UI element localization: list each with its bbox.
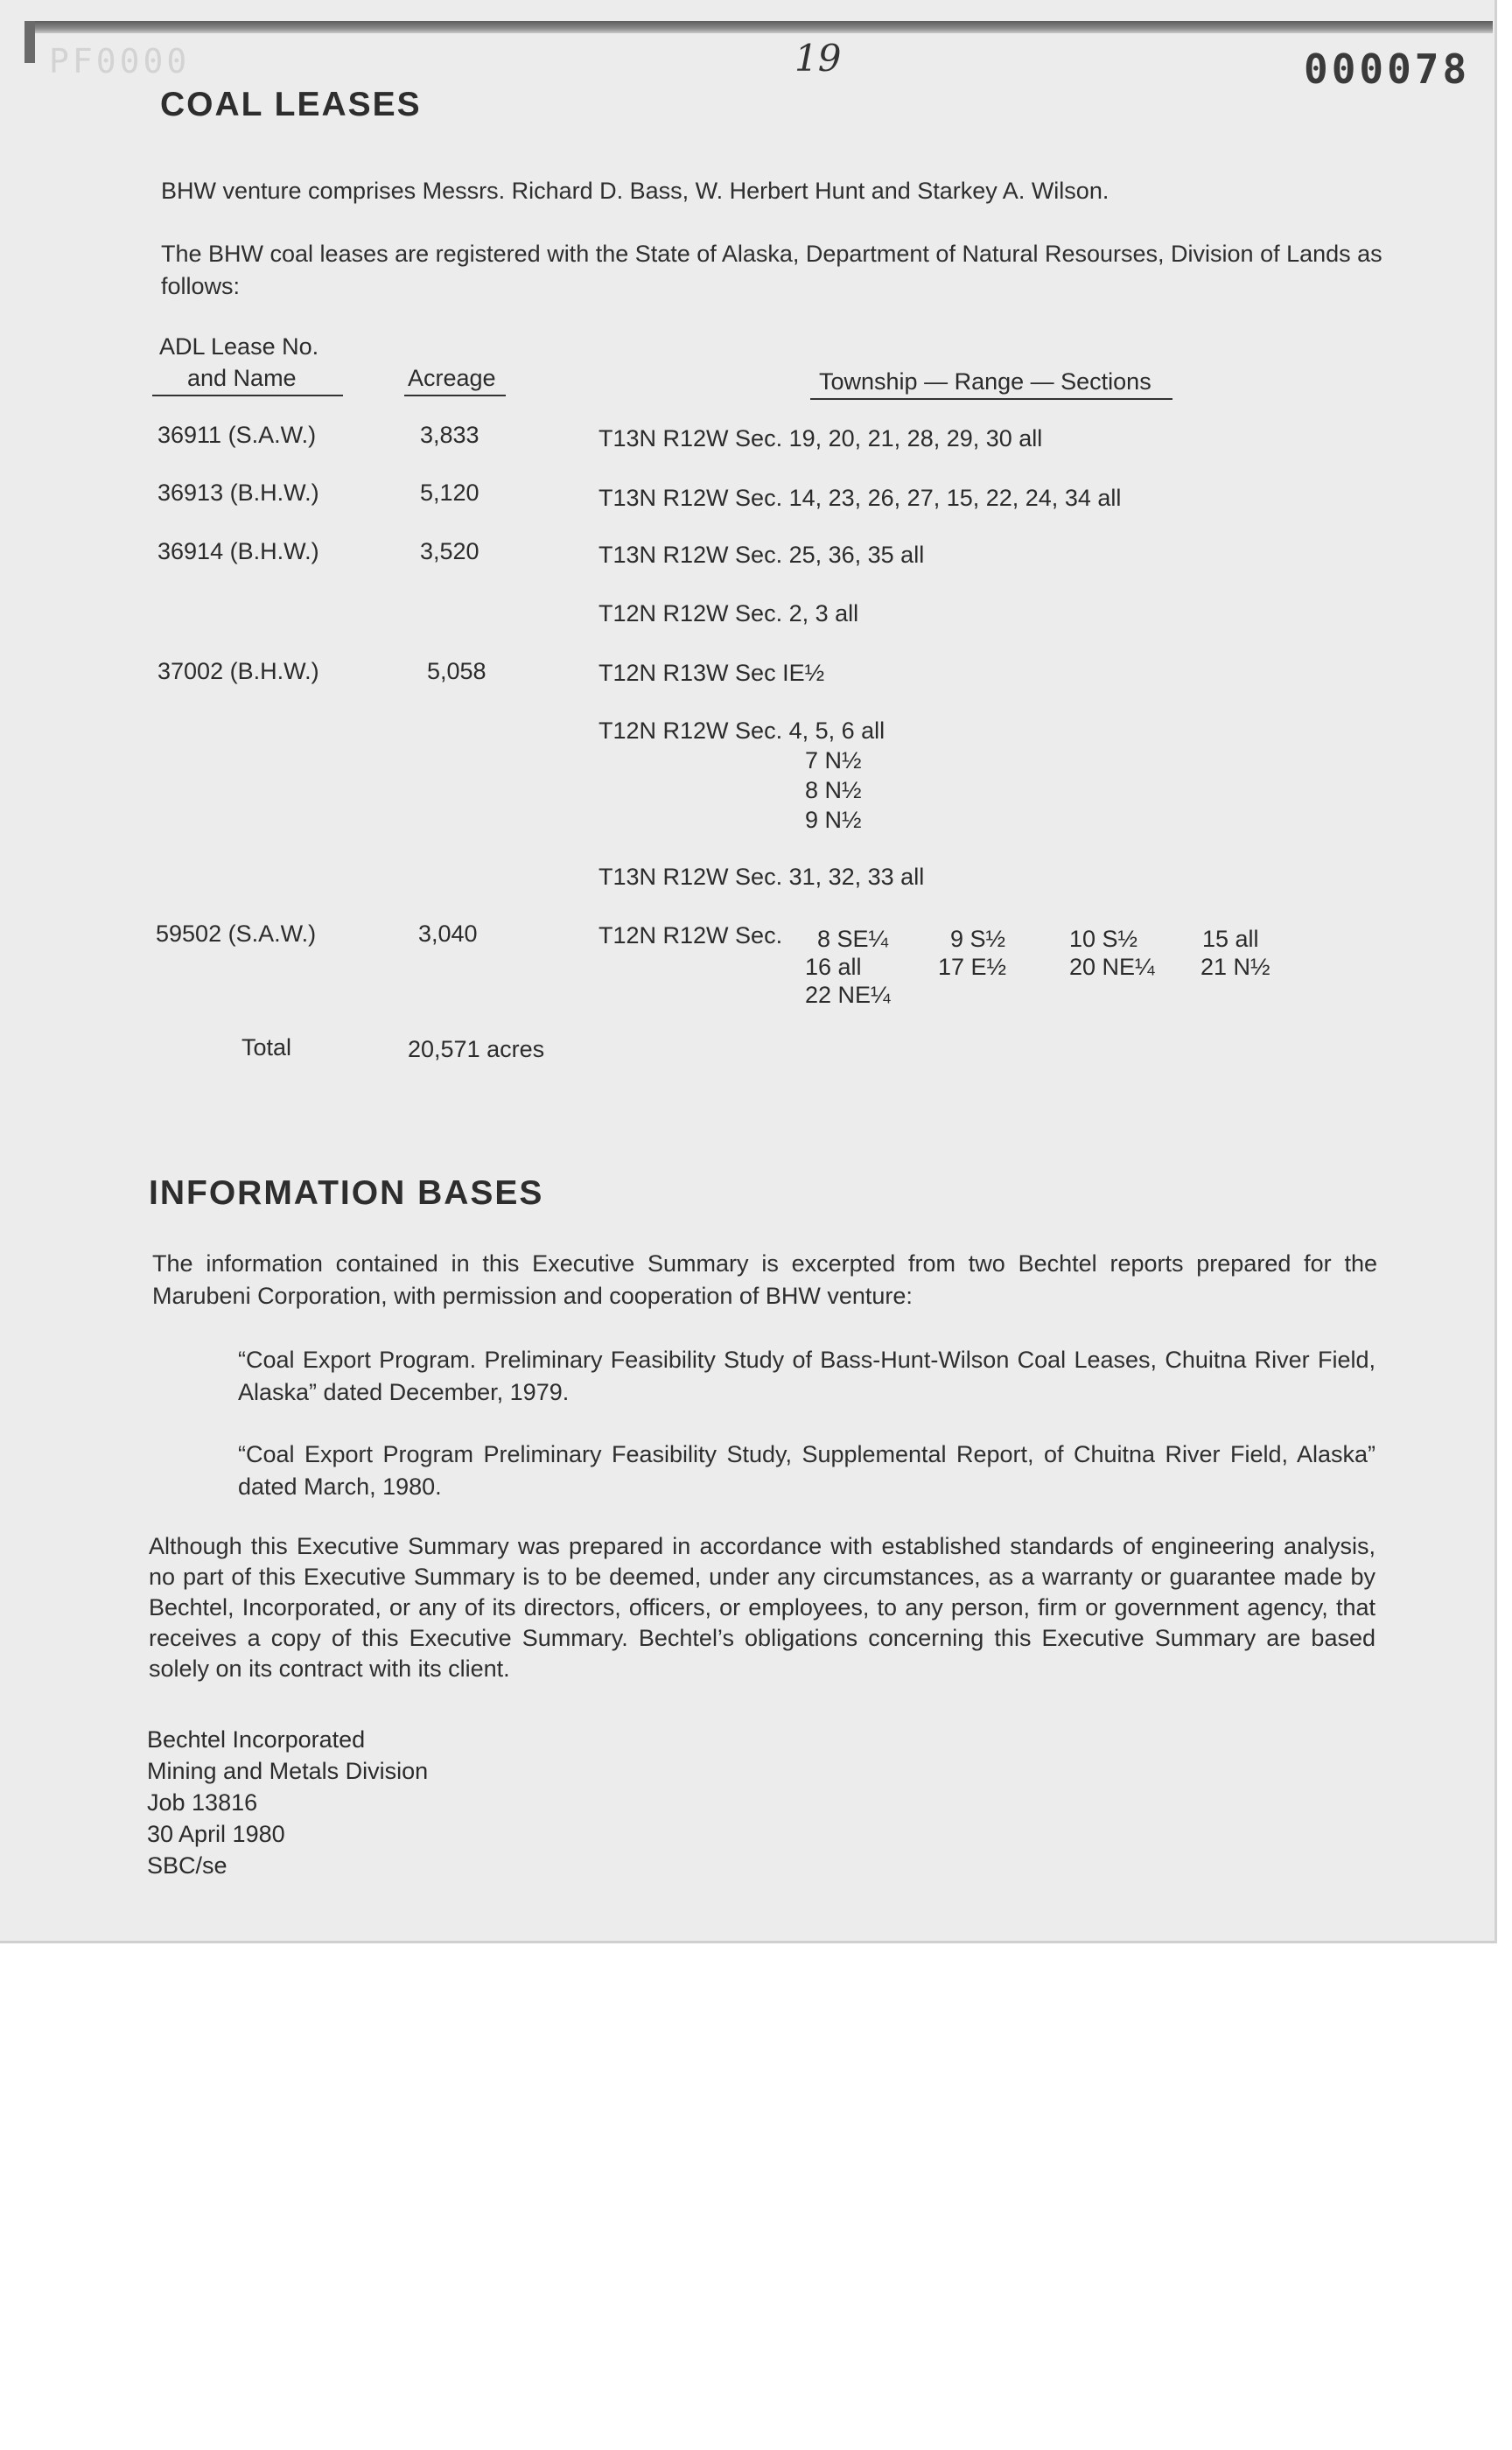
information-intro: The information contained in this Executive Summary is excerpted from two Bechtel reports prepared for the Marubeni Corporation, with permission and cooperation of BHW venture: (152, 1250, 1377, 1309)
signature-block (147, 1724, 428, 1881)
acreage-header: Acreage (408, 365, 496, 391)
acreage-header-underline (404, 395, 506, 396)
table-row-location: T13N R12W Sec. 25, 36, 35 all (598, 542, 925, 568)
section-detail: 9 S½ (950, 926, 1006, 952)
table-row-acreage: 3,520 (420, 538, 480, 564)
section-detail: 10 S½ (1069, 926, 1138, 952)
section-detail: 8 N½ (805, 777, 862, 803)
section-detail: 16 all (805, 954, 862, 980)
section-detail: 8 SE¼ (817, 926, 889, 952)
signature-line: Job 13816 (147, 1789, 258, 1816)
table-row-lease: 36914 (B.H.W.) (158, 538, 319, 564)
table-row-location: T13N R12W Sec. 19, 20, 21, 28, 29, 30 all (598, 425, 1043, 452)
table-row-lease: 36913 (B.H.W.) (158, 480, 319, 506)
report-reference: “Coal Export Program Preliminary Feasibility Study, Supplemental Report, of Chuitna River Field, Alaska” dated March, 1980. (238, 1441, 1376, 1500)
table-row-location: T13N R12W Sec. 14, 23, 26, 27, 15, 22, 24, 34 all (598, 485, 1122, 511)
section-detail: 22 NE¼ (805, 982, 891, 1008)
signature-line: SBC/se (147, 1852, 228, 1879)
table-row-location: T12N R13W Sec IE½ (598, 660, 825, 686)
total-value: 20,571 acres (408, 1036, 545, 1062)
section-detail: 20 NE¼ (1069, 954, 1155, 980)
scan-edge-bar (24, 21, 1493, 33)
section-detail: 21 N½ (1200, 954, 1270, 980)
table-row-location-3: T13N R12W Sec. 31, 32, 33 all (598, 864, 925, 890)
handwritten-page-number: 19 (794, 37, 842, 80)
section-detail: 15 all (1202, 926, 1259, 952)
report-reference: “Coal Export Program. Preliminary Feasibility Study of Bass-Hunt-Wilson Coal Leases, Chuitna River Field, Alaska” dated December, 1979. (238, 1347, 1376, 1405)
lease-header-underline (152, 395, 343, 396)
coal-leases-heading: COAL LEASES (160, 86, 422, 123)
document-number: 000078 (1304, 46, 1471, 93)
table-row-acreage: 5,058 (427, 658, 486, 684)
table-row-location-2: T12N R12W Sec. 2, 3 all (598, 600, 859, 626)
lease-header-line2: and Name (187, 365, 297, 391)
disclaimer-paragraph: Although this Executive Summary was prepared in accordance with established standards of engineering analysis, no part of this Executive Summary is to be deemed, under any circumstances, as a warranty or guarantee made by Bechtel, Incorporated, or any of its directors, officers, or employees, to any person, firm or government agency, that receives a copy of this Executive Summary. Bechtel’s obligations concerning this Executive Summary are based solely on its contract with its client. (149, 1533, 1376, 1682)
table-row-lease: 59502 (S.A.W.) (156, 920, 317, 947)
table-row-location-2: T12N R12W Sec. 4, 5, 6 all (598, 718, 886, 744)
location-header-underline (810, 398, 1172, 400)
signature-line: Bechtel Incorporated (147, 1726, 366, 1753)
table-row-acreage: 5,120 (420, 480, 480, 506)
venture-intro: BHW venture comprises Messrs. Richard D. Bass, W. Herbert Hunt and Starkey A. Wilson. (161, 178, 1110, 204)
table-row-lease: 36911 (S.A.W.) (158, 422, 317, 448)
faint-stamp: PF0000 (49, 42, 191, 80)
registration-paragraph: The BHW coal leases are registered with the State of Alaska, Department of Natural Resourses, Division of Lands as follows: (161, 241, 1382, 299)
location-header: Township — Range — Sections (819, 368, 1152, 395)
table-row-acreage: 3,833 (420, 422, 480, 448)
information-bases-heading: INFORMATION BASES (149, 1174, 544, 1212)
signature-line: 30 April 1980 (147, 1821, 285, 1847)
table-row-acreage: 3,040 (418, 920, 478, 947)
section-detail: 7 N½ (805, 747, 862, 774)
section-detail: 9 N½ (805, 807, 862, 833)
table-row-lease: 37002 (B.H.W.) (158, 658, 319, 684)
signature-line: Mining and Metals Division (147, 1758, 429, 1784)
total-label: Total (242, 1034, 292, 1060)
lease-header-line1: ADL Lease No. (159, 333, 319, 360)
scan-edge-cap (24, 21, 35, 63)
section-detail: 17 E½ (938, 954, 1007, 980)
table-row-location-prefix: T12N R12W Sec. (598, 922, 783, 948)
